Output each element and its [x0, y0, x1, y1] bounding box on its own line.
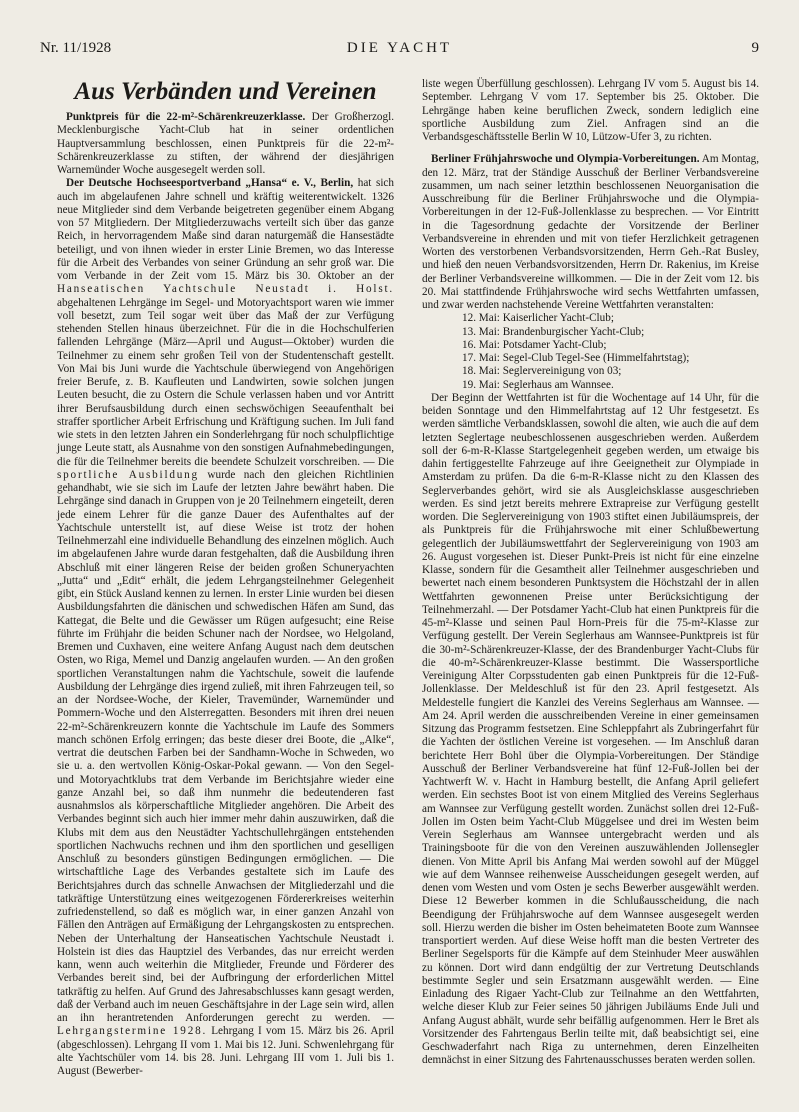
schedule-item: 18. Mai: Seglervereinigung von 03; [462, 365, 622, 378]
section-heading: Punktpreis für die 22-m²-Schärenkreuzerklasse. [66, 111, 306, 123]
paragraph-hansa [57, 177, 394, 1078]
issue-number: Nr. 11/1928 [40, 40, 112, 56]
paragraph-text: hat sich auch im abgelaufenen Jahre schnell und kräftig weiterentwickelt. 1326 neue Mitglieder sind dem Verbande beigetreten gegenüber einem Abgang von 57 Mitgliedern. Der Mitgliederzuwachs verteilt sich über das ganze Reich, in hervorragendem Maße sind daran naturgemäß die Hansestädte beteiligt, und von ihnen wieder in erster Linie Bremen, wo das Interesse für die Arbeit des Verbandes von seiner Gründung an sehr groß war. Die vom Verbande in der Zeit vom 15. März bis 30. Oktober an der [57, 177, 394, 282]
spaced-emphasis: sportliche Ausbildung [57, 468, 199, 481]
page-header [40, 40, 759, 62]
schedule-item: 17. Mai: Segel-Club Tegel-See (Himmelfahrtstag); [462, 352, 690, 364]
paragraph-text: abgehaltenen Lehrgänge im Segel- und Motoryachtsport waren wie immer voll besetzt, zum Teil sogar weit über das Maß der zur Verfügung stehenden Stellen hinaus überzeichnet. Für die in die Hochschulferien fallenden Lehrgänge (März—April und August—Oktober) wurden die Teilnehmer zu einem sehr großen Teil von der Studentenschaft gestellt. Von Mai bis Juni wurde die Yachtschule überwiegend von Angehörigen freier Berufe, z. B. Kaufleuten und Landwirten, sowie solchen jungen Leuten besucht, die zu Ostern die Schule verlassen haben und vor Antritt ihrer Berufsausbildung durch einen sechswöchigen Seeaufenthalt bei straffer sportlicher Arbeit Erfrischung und Kräftigung suchen. Im Juli fand wie stets in den letzten Jahren ein Sonderlehrgang für noch schulpflichtige junge Leute statt, als Ausnahme von den sonstigen Aufnahmebedingungen, die für die Teilnehmer bereits die beendete Schulzeit vorschreiben. — [57, 296, 394, 468]
section-heading: Der Deutsche Hochseesportverband „Hansa“ e. V., Berlin, [66, 177, 354, 190]
paragraph-text: Der Großherzogl. Mecklenburgische Yacht-Club hat in seiner ordentlichen Hauptversammlung beschlossen, einen Punktpreis für die 22-m²-Schärenkreuzerklasse zu stiften, der während der diesjährigen Warnemünder Woche ausgesegelt werden soll. [57, 111, 395, 176]
section-heading: Berliner Frühjahrswoche und Olympia-Vorbereitungen. [431, 153, 700, 166]
paragraph-text: Am Montag, den 12. März, trat der Ständige Ausschuß der Berliner Verbandsvereine zusammen, um nach seiner letzthin beschlossenen Neuorganisation die Ausschreibung für die Berliner Frühjahrswoche und die Olympia-Vorbereitungen in der 12-Fuß-Jollenklasse zu besprechen. — Vor Eintritt in die Tagesordnung gedachte der Vorsitzende der Berliner Verbandsvereine in ehrenden und mit von tiefer Herzlichkeit getragenen Worten des verstorbenen Verbandsvorsitzenden, Herrn Geh.-Rat Busley, und hieß den neuen Verbandsvorsitzenden, Herrn Dr. Rakenius, im Kreise der Berliner Verbandsvereine willkommen. — Die in der Zeit vom 12. bis 20. Mai stattfindende Frühjahrswoche wird sechs Wettfahrten umfassen, und zwar werden nachstehende Vereine Wettfahrten veranstalten: [422, 153, 759, 311]
article-title: Aus Verbänden und Vereinen [74, 78, 377, 105]
magazine-title: DIE YACHT [346, 40, 453, 56]
schedule-item: 16. Mai: Potsdamer Yacht-Club; [462, 338, 607, 351]
paragraph-text: Lehrgang I vom 15. März bis 26. April (abgeschlossen). Lehrgang II vom 1. Mai bis 12. Juni. Schwenlehrgang für alte Yachtschüler vom 14. bis 28. Juni. Lehrgang III vom 1. Juli bis 1. August (Bewerber- [57, 1025, 394, 1077]
schedule-item: 13. Mai: Brandenburgischer Yacht-Club; [462, 325, 645, 338]
paragraph-text: wurde nach den gleichen Richtlinien gehandhabt, wie sie sich im Laufe der letzten Jahre bewährt haben. Die Lehrgänge sind danach in Gruppen von je 20 Teilnehmern eingeteilt, deren jede einem Lehrer für die ganze Dauer des Aufenthaltes auf der Yachtschule unterstellt ist, auf diese Weise ist trotz der hohen Teilnehmerzahl eine individuelle Behandlung des einzelnen möglich. Auch im abgelaufenen Jahre wurde daran festgehalten, daß die Ausbildung ihren Abschluß mit einer längeren Reise der beiden großen Schuneryachten „Jutta“ und „Edit“ erhält, die jedem Lehrgangsteilnehmer Gelegenheit gibt, ein Stück Ausland kennen zu lernen. In erster Linie wurden bei diesen Ausbildungsfahrten die dänischen und schwedischen Häfen am Sund, das Kattegat, die Belte und die Gewässer um Rügen aufgesucht; eine Reise führte im Frühjahr die beiden Schuner nach der Nordsee, wo Helgoland, Bremen und Cuxhaven, eine weitere Anfang August nach dem deutschen Osten, wo Riga, Memel und Danzig angelaufen wurden. — An den großen sportlichen Veranstaltungen nahm die Yachtschule, soweit die laufende Ausbildung der Lehrgänge dies irgend zuließ, mit ihren Fahrzeugen teil, so an der Nordsee-Woche, der Kieler, Travemünder, Warnemünder und Pommern-Woche und den Alsterregatten. Besonders mit ihren drei neuen 22-m²-Schärenkreuzern konnte die Yachtschule im Laufe des Sommers manch schönen Erfolg erringen; das beste dieser drei Boote, die „Alke“, vertrat die deutschen Farben bei der Sandhamn-Woche in Schweden, wo sie u. a. den wertvollen König-Oskar-Pokal gewann. — Von den Segel- und Motoryachtklubs trat dem Verbande im Berichtsjahre wieder eine ganze Anzahl bei, so daß ihm nunmehr die bedeutenderen fast ausnahmslos als körperschaftliche Mitglieder angehören. Die Arbeit des Verbandes beginnt sich auch hier immer mehr dahin auszuwirken, daß die Klubs mit dem aus den Neustädter Yachtschullehrgängen entstehenden sportlichen Nachwuchs rechnen und ihm den sportlichen und geselligen Anschluß zu besonders günstigen Bedingungen ermöglichen. — Die wirtschaftliche Lage des Verbandes gestaltete sich im Laufe des Berichtsjahres durch das schnelle Anwachsen der Mitgliederzahl und die tatkräftige Unterstützung eines weitgezogenen Fördererkreises weiterhin zufriedenstellend, so daß es möglich war, in einer ganzen Anzahl von Fällen den Anträgen auf Ermäßigung der Lehrgangskosten zu entsprechen. Neben der Unterhaltung der Hanseatischen Yachtschule Neustadt i. Holstein ist dies das Hauptziel des Verbandes, das nur erreicht werden kann, wenn auch weiterhin die Mitglieder, Freunde und Förderer des Verbandes bereit sind, bei der Aufbringung der erforderlichen Mittel tatkräftig zu helfen. Auf Grund des Jahresabschlusses kann gesagt werden, daß der Verband auch im neuen Geschäftsjahre in der Lage sein wird, allen an ihn herantretenden Anforderungen gerecht zu werden. — [57, 468, 395, 1024]
schedule-item: 12. Mai: Kaiserlicher Yacht-Club; [462, 312, 614, 325]
page-number: 9 [751, 40, 759, 56]
spaced-emphasis: Lehrgangstermine 1928. [57, 1025, 208, 1038]
paragraph-wettfahrten: Der Beginn der Wettfahrten ist für die Wochentage auf 14 Uhr, für die beiden Sonntage und den Himmelfahrtstag auf 12 Uhr festgesetzt. Es werden sämtliche Verbandsklassen, sowohl die alten, wie auch die auf dem letzten Seglertage neubeschlossenen ausgeschrieben werden. Außerdem soll der 6-m-R-Klasse Startgelegenheit gegeben werden, um etwaige bis dahin fertiggestellte Fahrzeuge auf ihre Geeignetheit zur Olympiade in Amsterdam zu prüfen. Da die 6-m-R-Klasse nicht zu den Klassen des Seglerverbandes gehört, wird sie als Ausgleichsklasse ausgeschrieben werden. Es sind jetzt bereits mehrere Extrapreise zur Verfügung gestellt worden. Die Seglervereinigung von 1903 stiftet einen Jubiläumspreis, der als Punktpreis für die Frühjahrswoche mit einer Schlußbewertung gelegentlich der Jubiläumswettfahrt der Seglervereinigung von 1903 am 26. August vorgesehen ist. Dieser Punkt-Preis ist nicht für eine einzelne Klasse, sondern für die Gesamtheit aller Teilnehmer ausgeschrieben und bewertet nach einem besonderen Punktsystem die Höchstzahl der in allen Wettfahrten gewonnenen Preise unter Berücksichtigung der Teilnehmerzahl. — Der Potsdamer Yacht-Club hat einen Punktpreis für die 45-m²-Klasse und seinen Paul Horn-Preis für die 75-m²-Klasse zur Verfügung gestellt. Der Verein Seglerhaus am Wannsee-Punktpreis ist für die 30-m²-Schärenkreuzer-Klasse, der des Brandenburger Yacht-Clubs für die 40-m²-Schärenkreuzer-Klasse bestimmt. Die Wassersportliche Vereinigung Alter Corpsstudenten gab einen Punktpreis für die 12-Fuß-Jollenklasse. Der Meldeschluß ist für den 23. April festgesetzt. Als Meldestelle fungiert die Kanzlei des Vereins Seglerhaus am Wannsee. — Am 24. April werden die ausschreibenden Vereine in einer gemeinsamen Sitzung das Programm festsetzen. Eine Schleppfahrt als Zubringerfahrt für die Yachten der östlichen Vereine ist vorgesehen. — Im Anschluß daran berichtete Herr Bohl über die Olympia-Vorbereitungen. Der Ständige Ausschuß der Berliner Verbandsvereine hat fünf 12-Fuß-Jollen bei der Yachtwerft W. v. Hacht in Hamburg bestellt, die Anfang April geliefert werden. Ein sechstes Boot ist von einem Mitglied des Vereins Seglerhaus am Wannsee zur Verfügung gestellt worden. Zunächst sollen drei 12-Fuß-Jollen im Osten beim Yacht-Club Müggelsee und drei im Westen beim Verein Seglerhaus am Wannsee untergebracht werden und als Trainingsboote für die von den Vereinen auszuwählenden Jollensegler dienen. Von Mitte April bis Anfang Mai werden sowohl auf der Müggel wie auf dem Wannsee reihenweise Ausscheidungen gesegelt werden, auf denen vom Westen und vom Osten je sechs Bewerber ausgewählt werden. Diese 12 Bewerber kommen in die Schlußausscheidung, die nach Beendigung der Frühjahrswoche auf dem Wannsee ausgesegelt werden soll. Hierzu werden die bisher im Osten beheimateten Boote zum Wannsee transportiert werden. Auf diese Weise hofft man die besten Vertreter des Berliner Segelsports für die Kämpfe auf dem Steinhuder Meer auswählen zu können. Dort wird dann endgültig der zur Vertretung Deutschlands bestimmte Segler und sein Ersatzmann ausgewählt werden. — Eine Einladung des Rigaer Yacht-Club zur Teilnahme an den Wettfahrten, welche dieser Klub zur Feier seines 50 jährigen Jubiläums Ende Juli und Anfang August abhält, wurde sehr beifällig aufgenommen. Herr le Bret als Vorsitzender des Fahrtengaus Berlin teilte mit, daß beabsichtigt sei, eine Geschwaderfahrt nach Riga zu unternehmen, deren Einzelheiten demnächst in einer Sitzung des Fahrtenausschusses beraten werden sollen. [422, 391, 759, 1067]
paragraph-punktpreis [57, 111, 394, 177]
paragraph-text: Die [377, 455, 395, 468]
schedule-item: 19. Mai: Seglerhaus am Wannsee. [462, 378, 614, 391]
right-column [422, 78, 759, 1068]
race-schedule [422, 312, 759, 392]
paragraph-frühjahrswoche [422, 153, 759, 312]
left-column [57, 78, 394, 1078]
spaced-emphasis: Hanseatischen Yachtschule Neustadt i. Holst. [57, 283, 394, 296]
paragraph-continued: liste wegen Überfüllung geschlossen). Lehrgang IV vom 5. August bis 14. September. Lehrgang V vom 17. September bis 25. Oktober. Die Lehrgänge haben keine beruflichen Zweck, sondern lediglich eine sportliche Ausbildung zum Ziel. Anfragen sind an die Verbandsgeschäftsstelle Berlin W 10, Lützow-Ufer 3, zu richten. [422, 78, 759, 143]
